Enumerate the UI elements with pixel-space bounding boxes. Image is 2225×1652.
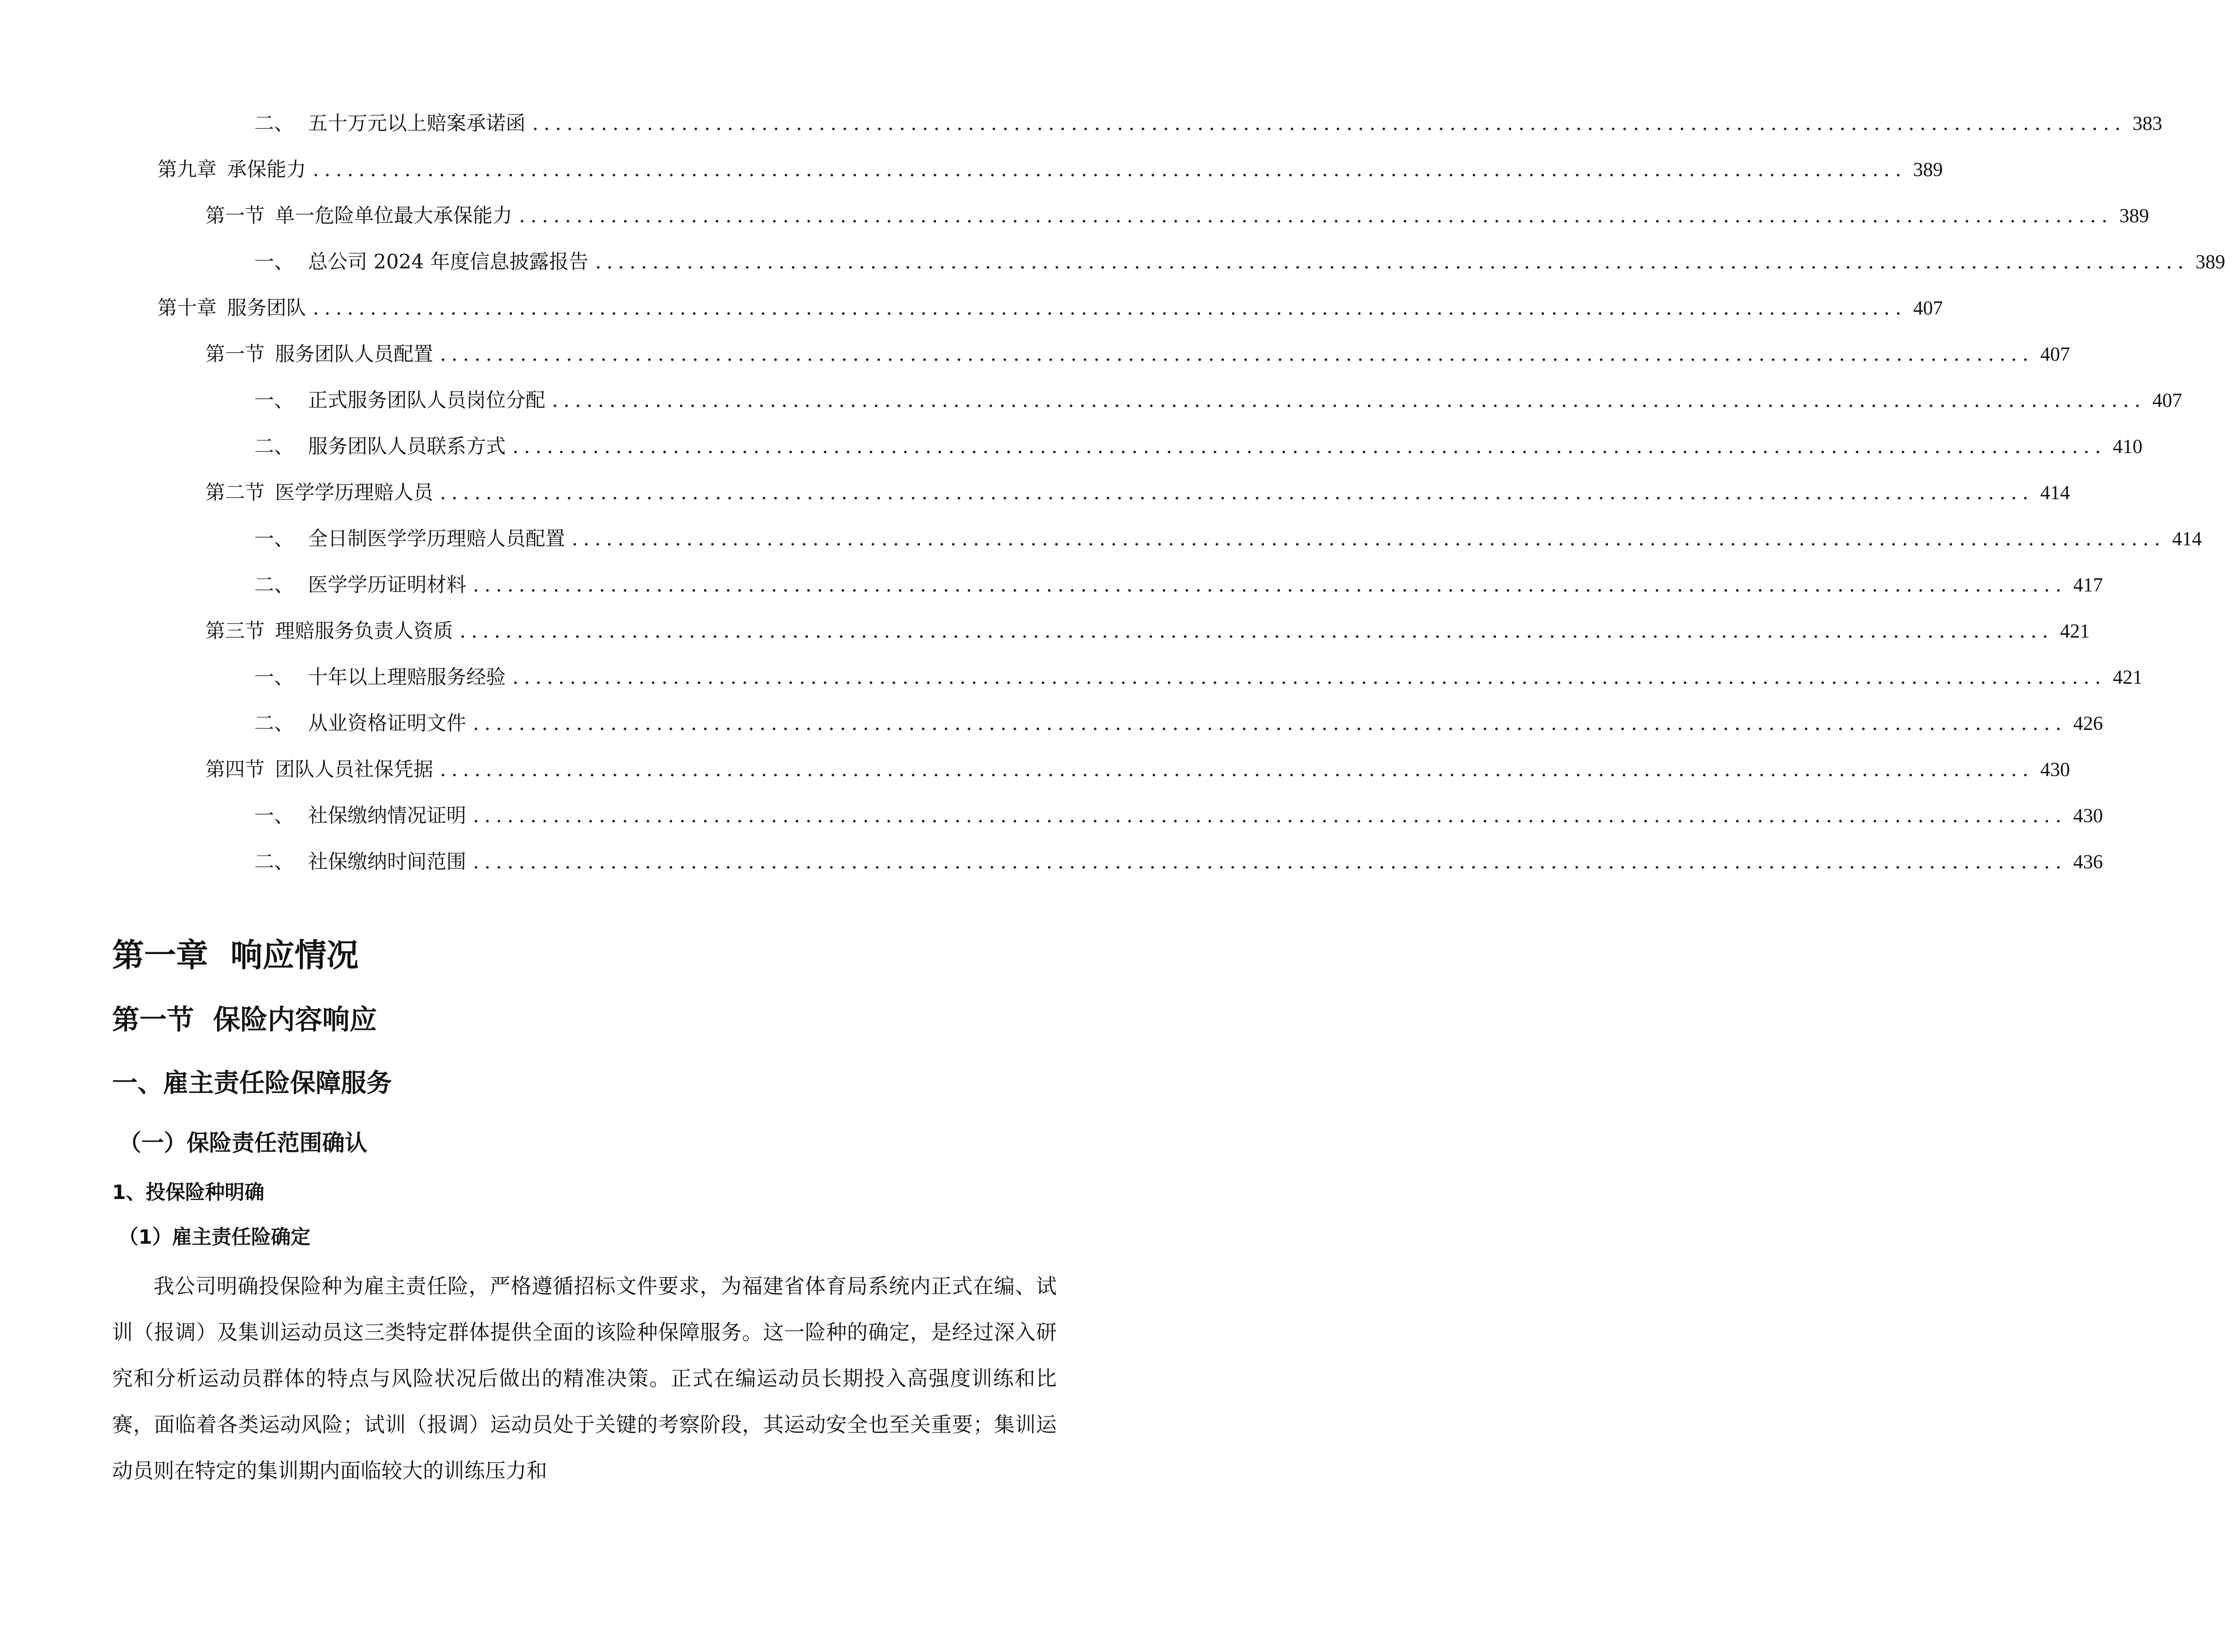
subsection-heading-level3: 1、投保险种明确 (112, 1181, 265, 1204)
subsection-heading: 一、雇主责任险保障服务 (112, 1068, 392, 1098)
toc-leader-dots: ........................................................................................................................................... (532, 112, 2126, 135)
toc-entry-title: 单一危险单位最大承保能力 (275, 204, 513, 227)
toc-entry-number: 第十章 (157, 296, 217, 319)
toc-entry-number: 二、 (254, 112, 294, 135)
toc-leader-dots: ........................................................................................................................................... (440, 481, 2034, 504)
toc-entry-title: 社保缴纳情况证明 (308, 804, 467, 827)
toc-page-number: 389 (2195, 251, 2225, 273)
toc-entry[interactable] (157, 151, 1943, 188)
toc-entry-title: 十年以上理赔服务经验 (308, 665, 506, 688)
toc-entry-title: 五十万元以上赔案承诺函 (308, 112, 526, 135)
toc-page-number: 414 (2172, 528, 2202, 550)
toc-entry[interactable] (254, 797, 2103, 834)
toc-entry-number: 一、 (254, 250, 294, 273)
toc-entry-title: 服务团队 (227, 296, 307, 319)
toc-entry[interactable] (254, 658, 2143, 696)
toc-entry[interactable] (254, 705, 2103, 742)
toc-entry-title: 医学学历证明材料 (308, 573, 467, 596)
toc-entry-title: 全日制医学学历理赔人员配置 (308, 527, 566, 550)
toc-page-number: 436 (2073, 851, 2103, 873)
toc-page-number: 417 (2073, 575, 2103, 596)
toc-entry-number: 第二节 (205, 481, 265, 504)
toc-page-number: 407 (1913, 298, 1943, 319)
toc-entry-number: 第四节 (205, 758, 265, 781)
toc-leader-dots: ........................................................................................................................................... (512, 435, 2106, 458)
toc-page-number: 383 (2132, 113, 2162, 135)
toc-entry[interactable] (254, 428, 2143, 465)
toc-entry[interactable] (205, 612, 2090, 650)
toc-leader-dots: ........................................................................................................................................... (460, 619, 2054, 642)
toc-entry-number: 二、 (254, 712, 294, 735)
toc-entry-number: 二、 (254, 850, 294, 873)
body-paragraph: 我公司明确投保险种为雇主责任险，严格遵循招标文件要求，为福建省体育局系统内正式在编、试训（报调）及集训运动员这三类特定群体提供全面的该险种保障服务。这一险种的确定，是经过深入研究和分析运动员群体的特点与风险状况后做出的精准决策。正式在编运动员长期投入高强度训练和比赛，面临着各类运动风险；试训（报调）运动员处于关键的考察阶段，其运动安全也至关重要；集训运动员则在特定的集训期内面临较大的训练压力和 (112, 1274, 1057, 1483)
toc-entry[interactable] (205, 474, 2070, 511)
chapter-heading: 第一章 响应情况 (112, 937, 359, 974)
toc-entry-title: 服务团队人员联系方式 (308, 435, 506, 458)
toc-leader-dots: ........................................................................................................................................... (313, 296, 1907, 319)
toc-entry-number: 一、 (254, 389, 294, 412)
toc-page-number: 421 (2112, 667, 2143, 688)
toc-leader-dots: ........................................................................................................................................... (473, 804, 2067, 827)
toc-entry[interactable] (254, 843, 2103, 881)
toc-page-number: 430 (2040, 759, 2070, 781)
subsection-heading-level2: （一）保险责任范围确认 (119, 1130, 368, 1156)
section-heading: 第一节 保险内容响应 (112, 1004, 377, 1036)
toc-entry-title: 从业资格证明文件 (308, 712, 467, 735)
toc-entry-number: 一、 (254, 804, 294, 827)
toc-entry[interactable] (254, 243, 2225, 281)
subsection-heading-level4: （1）雇主责任险确定 (119, 1225, 311, 1248)
toc-entry-title: 总公司 2024 年度信息披露报告 (308, 250, 589, 273)
toc-entry[interactable] (254, 520, 2202, 558)
toc-entry-title: 服务团队人员配置 (275, 342, 434, 365)
toc-page-number: 389 (2119, 205, 2149, 227)
toc-page-number: 414 (2040, 482, 2070, 504)
toc-page-number: 410 (2112, 436, 2143, 458)
toc-entry[interactable] (254, 105, 2162, 142)
toc-leader-dots: ........................................................................................................................................... (572, 527, 2166, 550)
toc-entry[interactable] (254, 381, 2182, 419)
toc-entry-title: 承保能力 (227, 158, 307, 181)
toc-leader-dots: ........................................................................................................................................... (473, 712, 2067, 735)
toc-leader-dots: ........................................................................................................................................... (440, 758, 2034, 781)
toc-page-number: 389 (1913, 159, 1943, 181)
toc-entry[interactable] (254, 566, 2103, 604)
toc-entry[interactable] (205, 197, 2149, 235)
toc-entry-number: 一、 (254, 665, 294, 688)
toc-leader-dots: ........................................................................................................................................... (552, 389, 2146, 412)
toc-entry-number: 二、 (254, 435, 294, 458)
toc-entry-title: 社保缴纳时间范围 (308, 850, 467, 873)
toc-entry-number: 二、 (254, 573, 294, 596)
toc-entry-title: 理赔服务负责人资质 (275, 619, 453, 642)
toc-leader-dots: ........................................................................................................................................... (473, 850, 2067, 873)
toc-leader-dots: ........................................................................................................................................... (440, 342, 2034, 365)
toc-leader-dots: ........................................................................................................................................... (313, 158, 1907, 181)
toc-entry-number: 第一节 (205, 342, 265, 365)
toc-page-number: 407 (2152, 390, 2182, 412)
toc-entry-number: 第三节 (205, 619, 265, 642)
toc-leader-dots: ........................................................................................................................................... (473, 573, 2067, 596)
toc-leader-dots: ........................................................................................................................................... (519, 204, 2113, 227)
toc-entry-title: 团队人员社保凭据 (275, 758, 434, 781)
toc-leader-dots: ........................................................................................................................................... (595, 250, 2189, 273)
toc-entry-title: 正式服务团队人员岗位分配 (308, 389, 546, 412)
toc-leader-dots: ........................................................................................................................................... (512, 665, 2106, 688)
toc-entry[interactable] (157, 289, 1943, 327)
toc-entry-number: 一、 (254, 527, 294, 550)
toc-page-number: 426 (2073, 713, 2103, 735)
toc-entry[interactable] (205, 751, 2070, 788)
toc-entry-number: 第一节 (205, 204, 265, 227)
toc-entry-title: 医学学历理赔人员 (275, 481, 434, 504)
toc-entry-number: 第九章 (157, 158, 217, 181)
toc-page-number: 407 (2040, 344, 2070, 365)
toc-page-number: 430 (2073, 805, 2103, 827)
toc-page-number: 421 (2060, 621, 2090, 642)
toc-entry[interactable] (205, 335, 2070, 373)
